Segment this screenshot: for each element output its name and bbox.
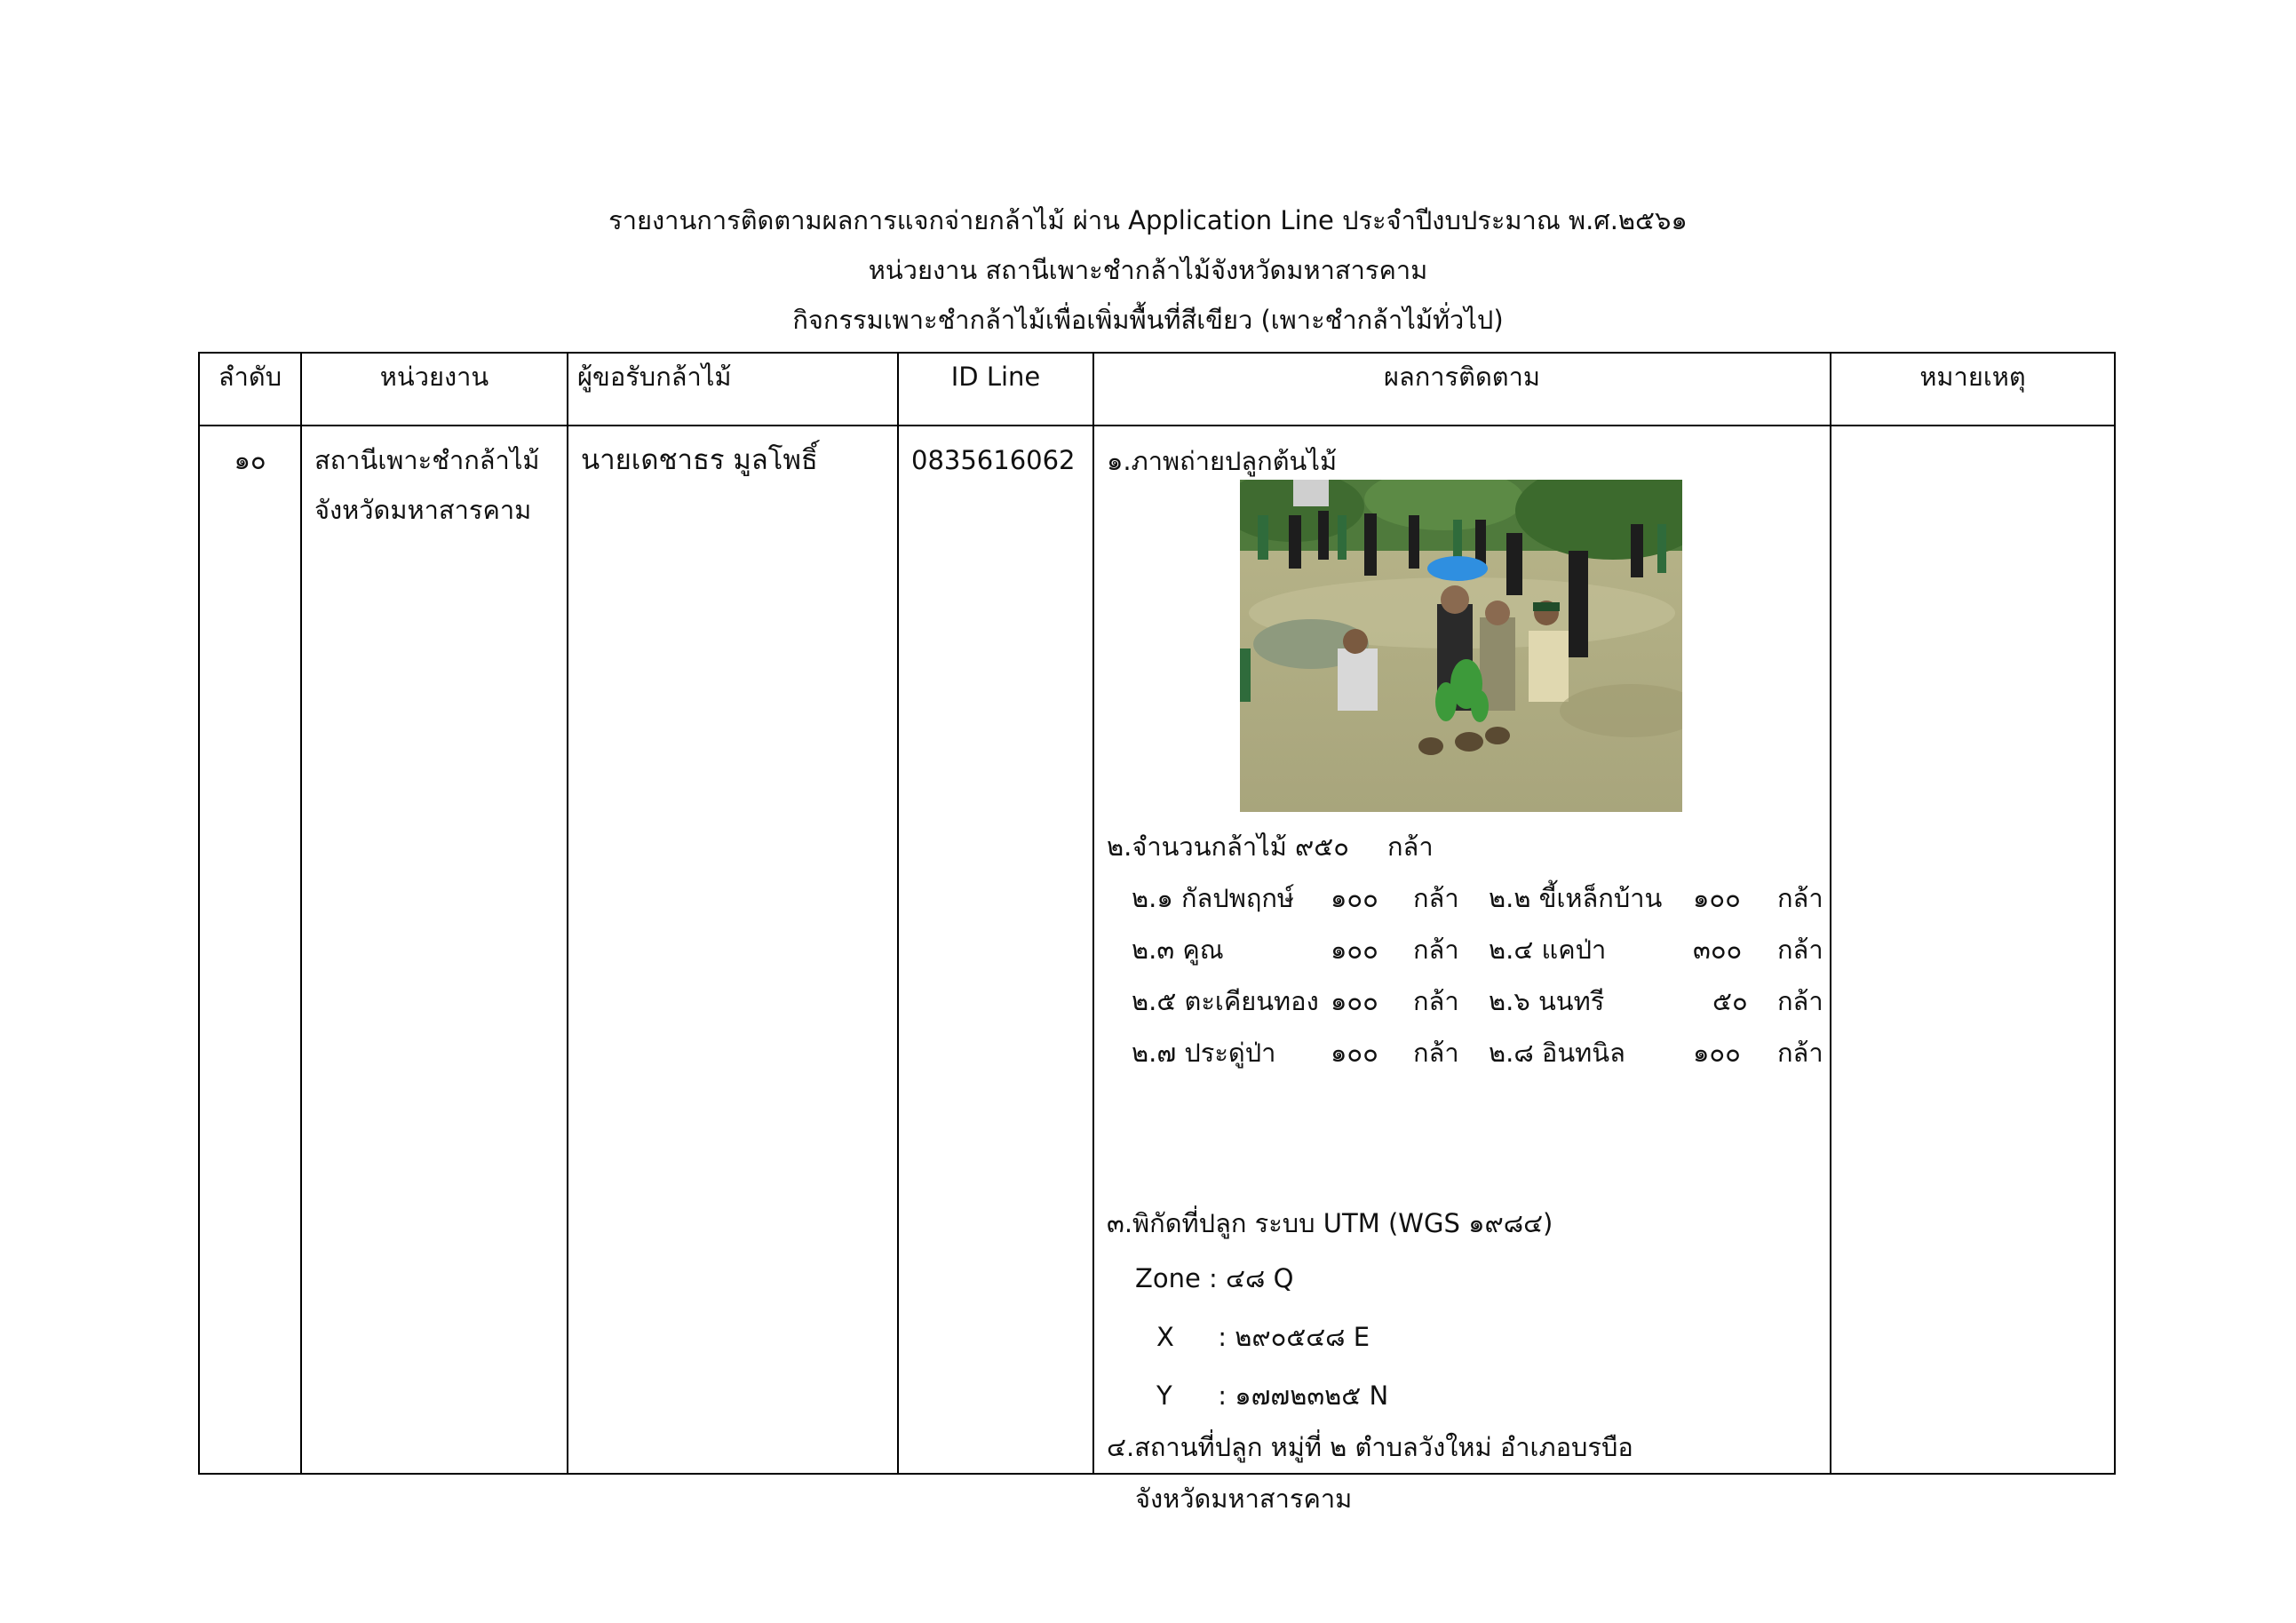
planting-location: ๔.สถานที่ปลูก หมู่ที่ ๒ ตำบลวังใหม่ อำเภอบรบือ [1107, 1432, 1633, 1462]
species-unit: กล้า [1777, 883, 1823, 913]
cell-remark [1831, 426, 2115, 1474]
photo-heading: ๑.ภาพถ่ายปลูกต้นไม้ [1107, 446, 1338, 476]
seedling-total-unit: กล้า [1387, 831, 1434, 862]
utm-x-label: X [1156, 1322, 1174, 1352]
col-header-remark: หมายเหตุ [1831, 353, 2115, 426]
tree-planting-photo [1240, 480, 1682, 812]
species-row [1107, 924, 1835, 975]
species-unit: กล้า [1413, 935, 1459, 965]
seedling-count-section [1107, 821, 1835, 1078]
col-header-id-line: ID Line [898, 353, 1093, 426]
cell-id-line: 0835616062 [898, 426, 1093, 1474]
col-header-agency: หน่วยงาน [301, 353, 568, 426]
species-qty: ๑๐๐ [1693, 883, 1741, 913]
species-unit: กล้า [1777, 935, 1823, 965]
species-unit: กล้า [1413, 1038, 1459, 1068]
cell-result [1093, 426, 1831, 1514]
utm-zone: Zone : ๔๘ Q [1135, 1263, 1294, 1293]
species-name: ๒.๓ คูณ [1132, 935, 1224, 965]
species-name: ๒.๔ แคป่า [1489, 935, 1607, 965]
report-table [198, 352, 2116, 1514]
cell-agency [301, 426, 568, 1474]
cell-requester: นายเดชาธร มูลโพธิ์ [568, 426, 898, 1474]
species-name: ๒.๑ กัลปพฤกษ์ [1132, 883, 1295, 913]
species-qty: ๑๐๐ [1693, 1038, 1741, 1068]
species-unit: กล้า [1413, 986, 1459, 1016]
table-row [199, 426, 2115, 1474]
species-name: ๒.๗ ประดู่ป่า [1132, 1038, 1276, 1068]
species-qty: ๑๐๐ [1331, 935, 1378, 965]
table-header-row [199, 353, 2115, 426]
species-row [1107, 1027, 1835, 1078]
result-block [1107, 435, 1823, 1514]
utm-y-label: Y [1156, 1380, 1172, 1411]
seedling-total [1107, 821, 1835, 872]
species-name: ๒.๘ อินทนิล [1489, 1038, 1625, 1068]
utm-y [1107, 1370, 1835, 1421]
col-header-requester: ผู้ขอรับกล้าไม้ [568, 353, 898, 426]
species-qty: ๑๐๐ [1331, 986, 1378, 1016]
species-unit: กล้า [1777, 986, 1823, 1016]
seedling-total-value: ๙๕๐ [1295, 831, 1349, 862]
planting-province: จังหวัดมหาสารคาม [1135, 1484, 1353, 1514]
coordinates-section [1107, 1197, 1835, 1524]
agency-line-1: สถานีเพาะชำกล้าไม้ [314, 445, 540, 475]
utm-x [1107, 1311, 1835, 1363]
col-header-no: ลำดับ [199, 353, 301, 426]
agency-line-2: จังหวัดมหาสารคาม [314, 495, 532, 525]
species-name: ๒.๖ นนทรี [1489, 986, 1605, 1016]
seedling-total-label: ๒.จำนวนกล้าไม้ [1107, 831, 1287, 862]
species-row [1107, 975, 1835, 1027]
species-qty: ๑๐๐ [1331, 883, 1378, 913]
species-unit: กล้า [1413, 883, 1459, 913]
species-qty: ๓๐๐ [1693, 935, 1743, 965]
species-qty: ๕๐ [1712, 986, 1748, 1016]
species-unit: กล้า [1777, 1038, 1823, 1068]
utm-y-value: : ๑๗๗๒๓๒๕ N [1218, 1380, 1389, 1411]
col-header-result: ผลการติดตาม [1093, 353, 1831, 426]
cell-no: ๑๐ [199, 426, 301, 1474]
utm-x-value: : ๒๙๐๕๔๘ E [1218, 1322, 1370, 1352]
report-title: รายงานการติดตามผลการแจกจ่ายกล้าไม้ ผ่าน Application Line ประจำปีงบประมาณ พ.ศ.๒๕๖๑ [608, 205, 1688, 235]
species-name: ๒.๒ ขี้เหล็กบ้าน [1489, 883, 1663, 913]
species-row [1107, 872, 1835, 924]
species-name: ๒.๕ ตะเคียนทอง [1132, 986, 1319, 1016]
species-qty: ๑๐๐ [1331, 1038, 1378, 1068]
coord-heading: ๓.พิกัดที่ปลูก ระบบ UTM (WGS ๑๙๘๔) [1107, 1208, 1553, 1238]
report-agency: หน่วยงาน สถานีเพาะชำกล้าไม้จังหวัดมหาสารคาม [868, 255, 1428, 285]
report-activity: กิจกรรมเพาะชำกล้าไม้เพื่อเพิ่มพื้นที่สีเขียว (เพาะชำกล้าไม้ทั่วไป) [792, 305, 1504, 335]
